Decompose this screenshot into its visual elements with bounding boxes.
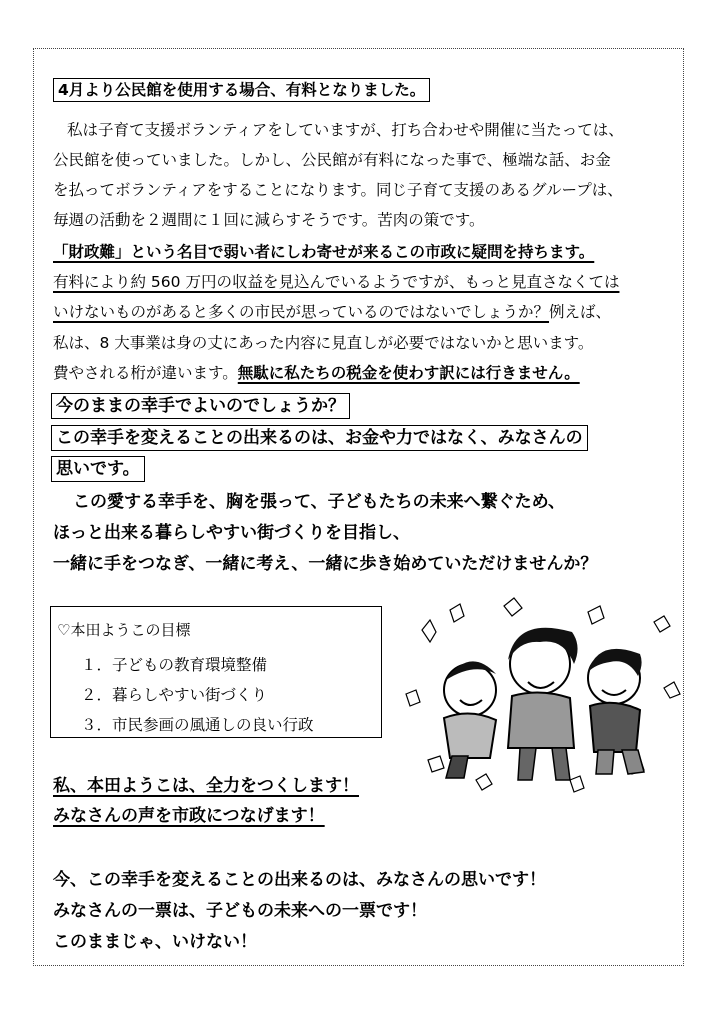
para2-question: いけないものがあると多くの市民が思っているのではないでしょうか？ [53,303,550,321]
goals-box [50,606,382,738]
appeal-line-1: この愛する幸手を、胸を張って、子どもたちの未来へ繋ぐため、 [73,492,565,512]
goal-item-3: ３．市民参画の風通しの良い行政 [81,716,314,734]
closing-line-1: 今、この幸手を変えることの出来るのは、みなさんの思いです！ [53,870,546,890]
children-illustration [392,592,688,802]
para1-line-3: を払ってボランティアをすることになります。同じ子育て支援のあるグループは、 [53,181,623,199]
headline [53,80,430,100]
closing-line-2: みなさんの一票は、子どもの未来への一票です！ [53,901,427,921]
para1-line-2: 公民館を使っていました。しかし、公民館が有料になった事で、極端な話、お金 [53,151,611,169]
child-middle [508,628,578,780]
para1-line-1: 私は子育て支援ボランティアをしていますが、打ち合わせや開催に当たっては、 [67,121,624,139]
para1-line-4: 毎週の活動を２週間に１回に減らすそうです。苦肉の策です。 [53,211,485,229]
boxed-statement-1: この幸手を変えることの出来るのは、お金や力ではなく、みなさんの [51,428,588,448]
para2-line-1: 有料により約 560 万円の収益を見込んでいるようですが、もっと見直さなくては [53,273,620,291]
headline-box: 4月より公民館を使用する場合、有料となりました。 [53,78,430,102]
para2-line-2 [53,302,611,322]
child-right [588,649,644,774]
para2-digits: 費やされる桁が違います。 [53,364,238,382]
para2-tax: 無駄に私たちの税金を使わす訳には行きません。 [237,364,580,382]
closing-line-3: このままじゃ、いけない！ [53,932,257,952]
pledge-line-2: みなさんの声を市政につなげます！ [53,806,325,826]
para2-line-4 [53,363,580,383]
goal-item-2: ２．暮らしやすい街づくり [81,686,268,704]
question-heading: 「財政難」という名目で弱い者にしわ寄せが来るこの市政に疑問を持ちます。 [53,243,595,261]
goal-item-1: １．子どもの教育環境整備 [81,656,268,674]
para2-line-3: 私は、8 大事業は身の丈にあった内容に見直しが必要ではないかと思います。 [53,334,594,352]
para2-example: 例えば、 [549,303,612,321]
pledge-line-1: 私、本田ようこは、全力をつくします！ [53,776,359,796]
appeal-line-2: ほっと出来る暮らしやすい街づくりを目指し、 [53,523,410,543]
goals-title: ♡本田ようこの目標 [57,621,191,639]
child-left [444,661,496,778]
boxed-statement-2: 思いです。 [51,459,145,479]
appeal-line-3: 一緒に手をつなぎ、一緒に考え、一緒に歩き始めていただけませんか？ [53,554,598,574]
boxed-question: 今のままの幸手でよいのでしょうか？ [51,396,350,416]
